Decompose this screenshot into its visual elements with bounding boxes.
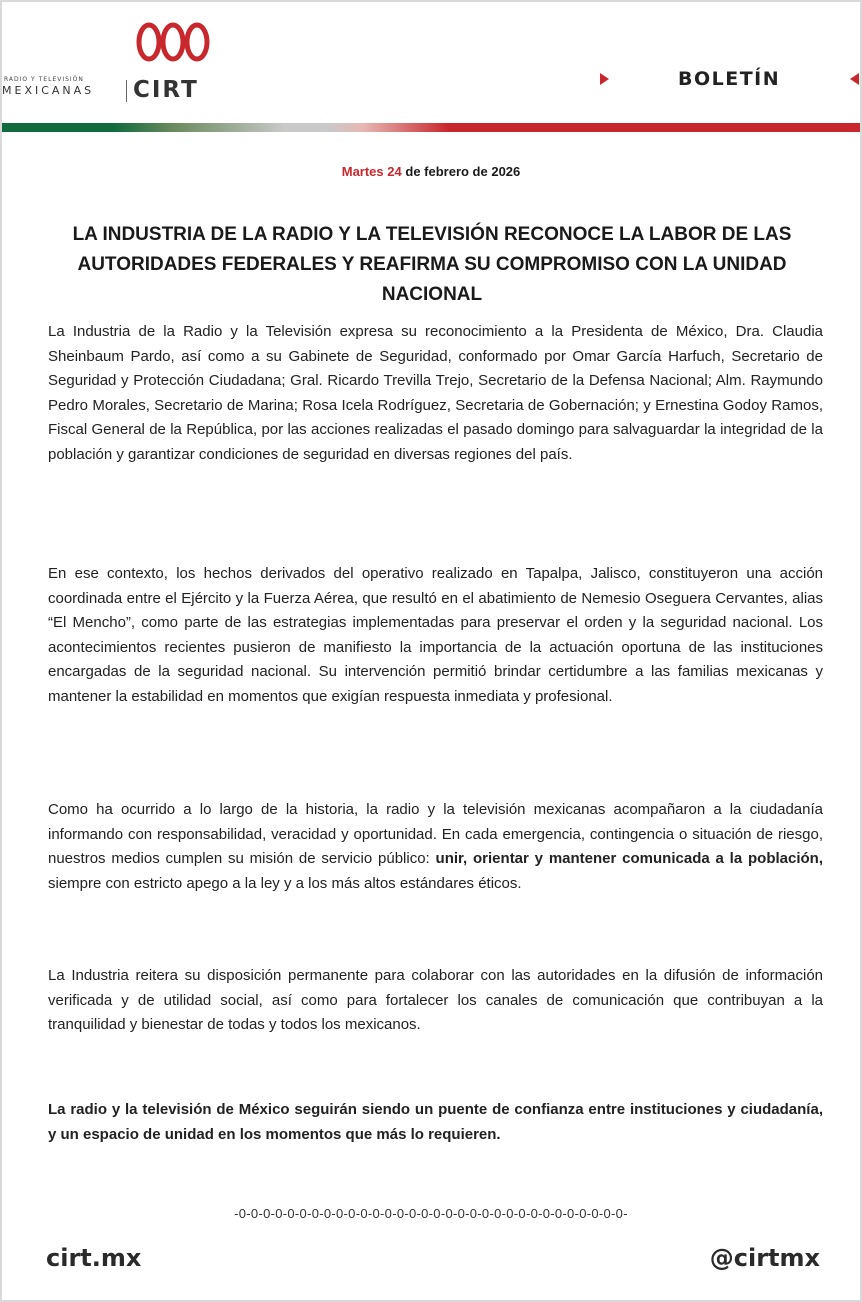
- paragraph-3-emphasis: unir, orientar y mantener comunicada a la población,: [435, 850, 823, 867]
- triangle-left-icon: [850, 73, 859, 85]
- cirt-logo: [2, 18, 212, 103]
- paragraph-3: [48, 798, 823, 896]
- logo-tagline: MEXICANAS: [2, 84, 95, 97]
- header-color-rule: [2, 123, 860, 132]
- closing-statement: La radio y la televisión de México seguirán siendo un puente de confianza entre instituciones y ciudadanía, y un espacio de unidad en los momentos que más lo requieren.: [48, 1101, 823, 1143]
- paragraph-2: En ese contexto, los hechos derivados del operativo realizado en Tapalpa, Jalisco, constituyeron una acción coordinada entre el Ejército y la Fuerza Aérea, que resultó en el abatimiento de Nemesio Oseguera Cervantes, alias “El Mencho”, como parte de las estrategias implementadas para preservar el orden y la seguridad nacional. Los acontecimientos recientes pusieron de manifiesto la importancia de la actuación oportuna de las instituciones encargadas de la seguridad nacional. Su intervención permitió brindar certidumbre a las familias mexicanas y mantener la estabilidad en momentos que exigían respuesta inmediata y profesional.: [48, 565, 823, 705]
- paragraph-3-text-b: siempre con estricto apego a la ley y a los más altos estándares éticos.: [48, 874, 522, 892]
- date-day: 24: [387, 164, 402, 179]
- end-separator: -0-0-0-0-0-0-0-0-0-0-0-0-0-0-0-0-0-0-0-0-0-0-0-0-0-0-0-0-0-0-0-0-: [234, 1206, 628, 1221]
- paragraph-4: La Industria reitera su disposición permanente para colaborar con las autoridades en la difusión de información verificada y de utilidad social, así como para fortalecer los canales de comunicación que contribuyan a la tranquilidad y bienestar de todas y todos los mexicanos.: [48, 967, 823, 1033]
- bulletin-label: BOLETÍN: [678, 68, 781, 90]
- logo-tagline-small: RADIO Y TELEVISIÓN: [4, 76, 84, 83]
- header: [2, 2, 860, 127]
- paragraph-3-text-a: Como ha ocurrido a lo largo de la historia, la radio y la televisión mexicanas acompañaron a la ciudadanía informando con responsabilidad, veracidad y oportunidad. En cada emergencia, contingencia o situación de riesgo, nuestros medios cumplen su misión de servicio público:: [48, 801, 823, 867]
- logo-divider: [126, 80, 127, 102]
- footer-website[interactable]: cirt.mx: [46, 1244, 142, 1272]
- cirt-rings-icon: [134, 18, 212, 66]
- date-weekday: Martes: [341, 164, 384, 179]
- logo-brand: CIRT: [133, 77, 199, 103]
- paragraph-1: La Industria de la Radio y la Televisión expresa su reconocimiento a la Presidenta de México, Dra. Claudia Sheinbaum Pardo, así como a su Gabinete de Seguridad, conformado por Omar García Harfuch, Secretario de Seguridad y Protección Ciudadana; Gral. Ricardo Trevilla Trejo, Secretario de la Defensa Nacional; Alm. Raymundo Pedro Morales, Secretario de Marina; Rosa Icela Rodríguez, Secretaria de Gobernación; y Ernestina Godoy Ramos, Fiscal General de la República, por las acciones realizadas el pasado domingo para salvaguardar la integridad de la población y garantizar condiciones de seguridad en diversas regiones del país.: [48, 323, 823, 463]
- headline: LA INDUSTRIA DE LA RADIO Y LA TELEVISIÓN RECONOCE LA LABOR DE LAS AUTORIDADES FEDERALES Y REAFIRMA SU COMPROMISO CON LA UNIDAD NACIONAL: [72, 224, 792, 305]
- bulletin-date: [2, 164, 860, 179]
- date-rest: de febrero de 2026: [405, 164, 521, 179]
- triangle-right-icon: [600, 73, 609, 85]
- footer-social-handle[interactable]: @cirtmx: [709, 1244, 820, 1272]
